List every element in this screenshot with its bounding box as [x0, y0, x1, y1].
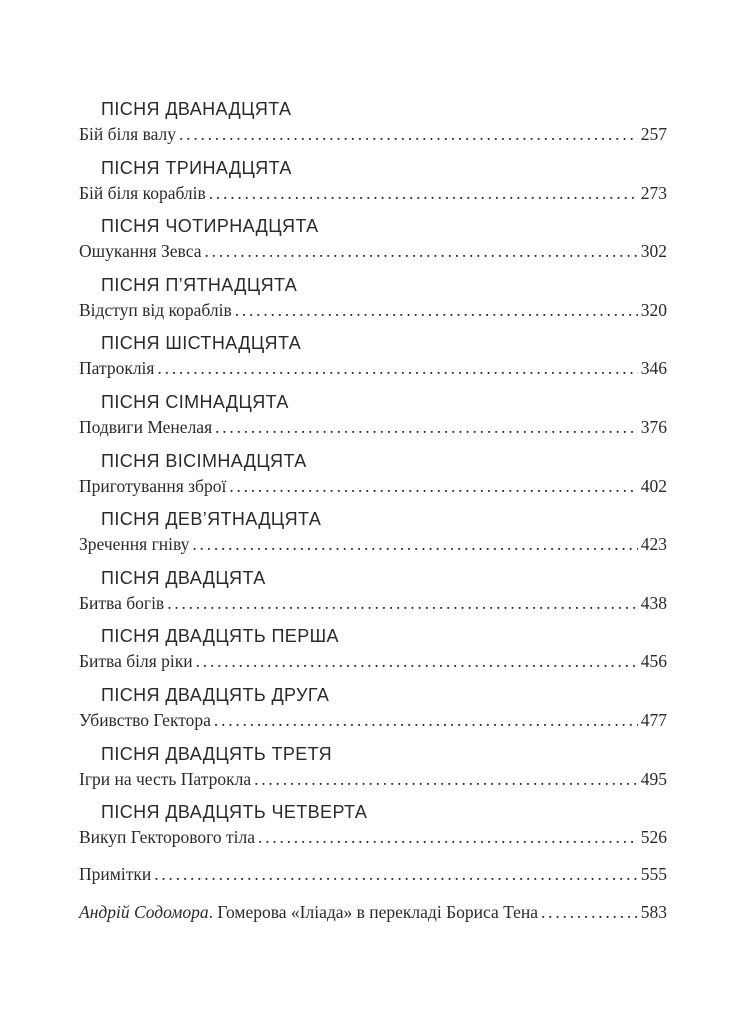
entry-title: Битва богів — [79, 592, 165, 613]
essay-author: Андрій Содомора — [79, 902, 209, 923]
toc-entry — [79, 239, 667, 264]
toc-section — [79, 448, 667, 499]
toc-section — [79, 272, 667, 323]
entry-title: Викуп Гекторового тіла — [79, 827, 256, 848]
toc-entry-notes — [79, 862, 667, 887]
song-heading: ПІСНЯ П’ЯТНАДЦЯТА — [101, 274, 298, 295]
toc-section — [79, 741, 667, 792]
page-number: 376 — [640, 416, 667, 437]
toc-section — [79, 565, 667, 616]
page-number: 423 — [640, 534, 667, 555]
toc-section — [79, 799, 667, 850]
page-number: 402 — [640, 475, 667, 496]
essay-title: . Гомерова «Іліада» в перекладі Бориса Тена — [208, 902, 539, 923]
toc-section — [79, 96, 667, 147]
dot-leader — [167, 591, 638, 616]
toc-section — [79, 506, 667, 557]
dot-leader — [196, 649, 638, 674]
page-number: 438 — [640, 592, 667, 613]
entry-title: Убивство Гектора — [79, 709, 211, 730]
dot-leader — [254, 767, 638, 792]
toc-entry — [79, 122, 667, 147]
toc-entry — [79, 532, 667, 557]
dot-leader — [229, 474, 637, 499]
page-number: 477 — [640, 709, 667, 730]
toc-entry-essay — [79, 900, 667, 925]
toc-entry — [79, 298, 667, 323]
toc-entry — [79, 181, 667, 206]
page-number: 583 — [640, 902, 667, 923]
page-number: 302 — [640, 241, 667, 262]
page-number: 456 — [640, 651, 667, 672]
toc-section — [79, 623, 667, 674]
page-number: 555 — [640, 864, 667, 885]
toc-entry — [79, 591, 667, 616]
entry-title: Ошукання Зевса — [79, 241, 202, 262]
page-number: 320 — [640, 299, 667, 320]
page-number: 257 — [640, 124, 667, 144]
toc-entry — [79, 474, 667, 499]
dot-leader — [154, 862, 638, 887]
entry-title: Битва біля ріки — [79, 651, 193, 672]
song-heading: ПІСНЯ ТРИНАДЦЯТА — [101, 157, 292, 178]
toc-entry — [79, 356, 667, 381]
song-heading: ПІСНЯ ДВАДЦЯТЬ ЧЕТВЕРТА — [101, 802, 368, 823]
dot-leader — [192, 532, 637, 557]
page-number: 495 — [640, 768, 667, 789]
entry-title: Бій біля валу — [79, 124, 177, 144]
toc-section — [79, 682, 667, 733]
dot-leader — [541, 900, 638, 925]
entry-title: Бій біля кораблів — [79, 182, 206, 203]
entry-title: Подвиги Менелая — [79, 416, 213, 437]
toc-section — [79, 330, 667, 381]
toc-section — [79, 155, 667, 206]
page-number: 526 — [640, 827, 667, 848]
toc-section — [79, 213, 667, 264]
dot-leader — [209, 181, 638, 206]
entry-title: Відступ від кораблів — [79, 299, 232, 320]
dot-leader — [215, 415, 638, 440]
entry-title: Приготування зброї — [79, 475, 227, 496]
dot-leader — [157, 356, 637, 381]
page-number: 273 — [640, 182, 667, 203]
toc-entry — [79, 415, 667, 440]
song-heading: ПІСНЯ ДВАДЦЯТЬ ТРЕТЯ — [101, 743, 333, 764]
song-heading: ПІСНЯ ДВАНАДЦЯТА — [101, 99, 292, 119]
entry-title: Примітки — [79, 864, 152, 885]
entry-title: Патроклія — [79, 358, 155, 379]
dot-leader — [235, 298, 638, 323]
entry-title: Ігри на честь Патрокла — [79, 768, 252, 789]
song-heading: ПІСНЯ ДВАДЦЯТА — [101, 567, 266, 588]
toc-entry — [79, 649, 667, 674]
table-of-contents — [79, 96, 667, 925]
page-number: 346 — [640, 358, 667, 379]
song-heading: ПІСНЯ ШІСТНАДЦЯТА — [101, 333, 302, 354]
toc-entry — [79, 825, 667, 850]
entry-title: Зречення гніву — [79, 534, 190, 555]
toc-section — [79, 389, 667, 440]
song-heading: ПІСНЯ СІМНАДЦЯТА — [101, 391, 289, 412]
song-heading: ПІСНЯ ДВАДЦЯТЬ ДРУГА — [101, 684, 330, 705]
toc-entry — [79, 708, 667, 733]
song-heading: ПІСНЯ ЧОТИРНАДЦЯТА — [101, 216, 319, 237]
song-heading: ПІСНЯ ВІСІМНАДЦЯТА — [101, 450, 307, 471]
toc-entry — [79, 767, 667, 792]
dot-leader — [204, 239, 637, 264]
song-heading: ПІСНЯ ДЕВ’ЯТНАДЦЯТА — [101, 509, 322, 530]
dot-leader — [179, 122, 638, 147]
dot-leader — [258, 825, 638, 850]
dot-leader — [214, 708, 638, 733]
song-heading: ПІСНЯ ДВАДЦЯТЬ ПЕРША — [101, 626, 339, 647]
entry-title — [79, 900, 538, 925]
